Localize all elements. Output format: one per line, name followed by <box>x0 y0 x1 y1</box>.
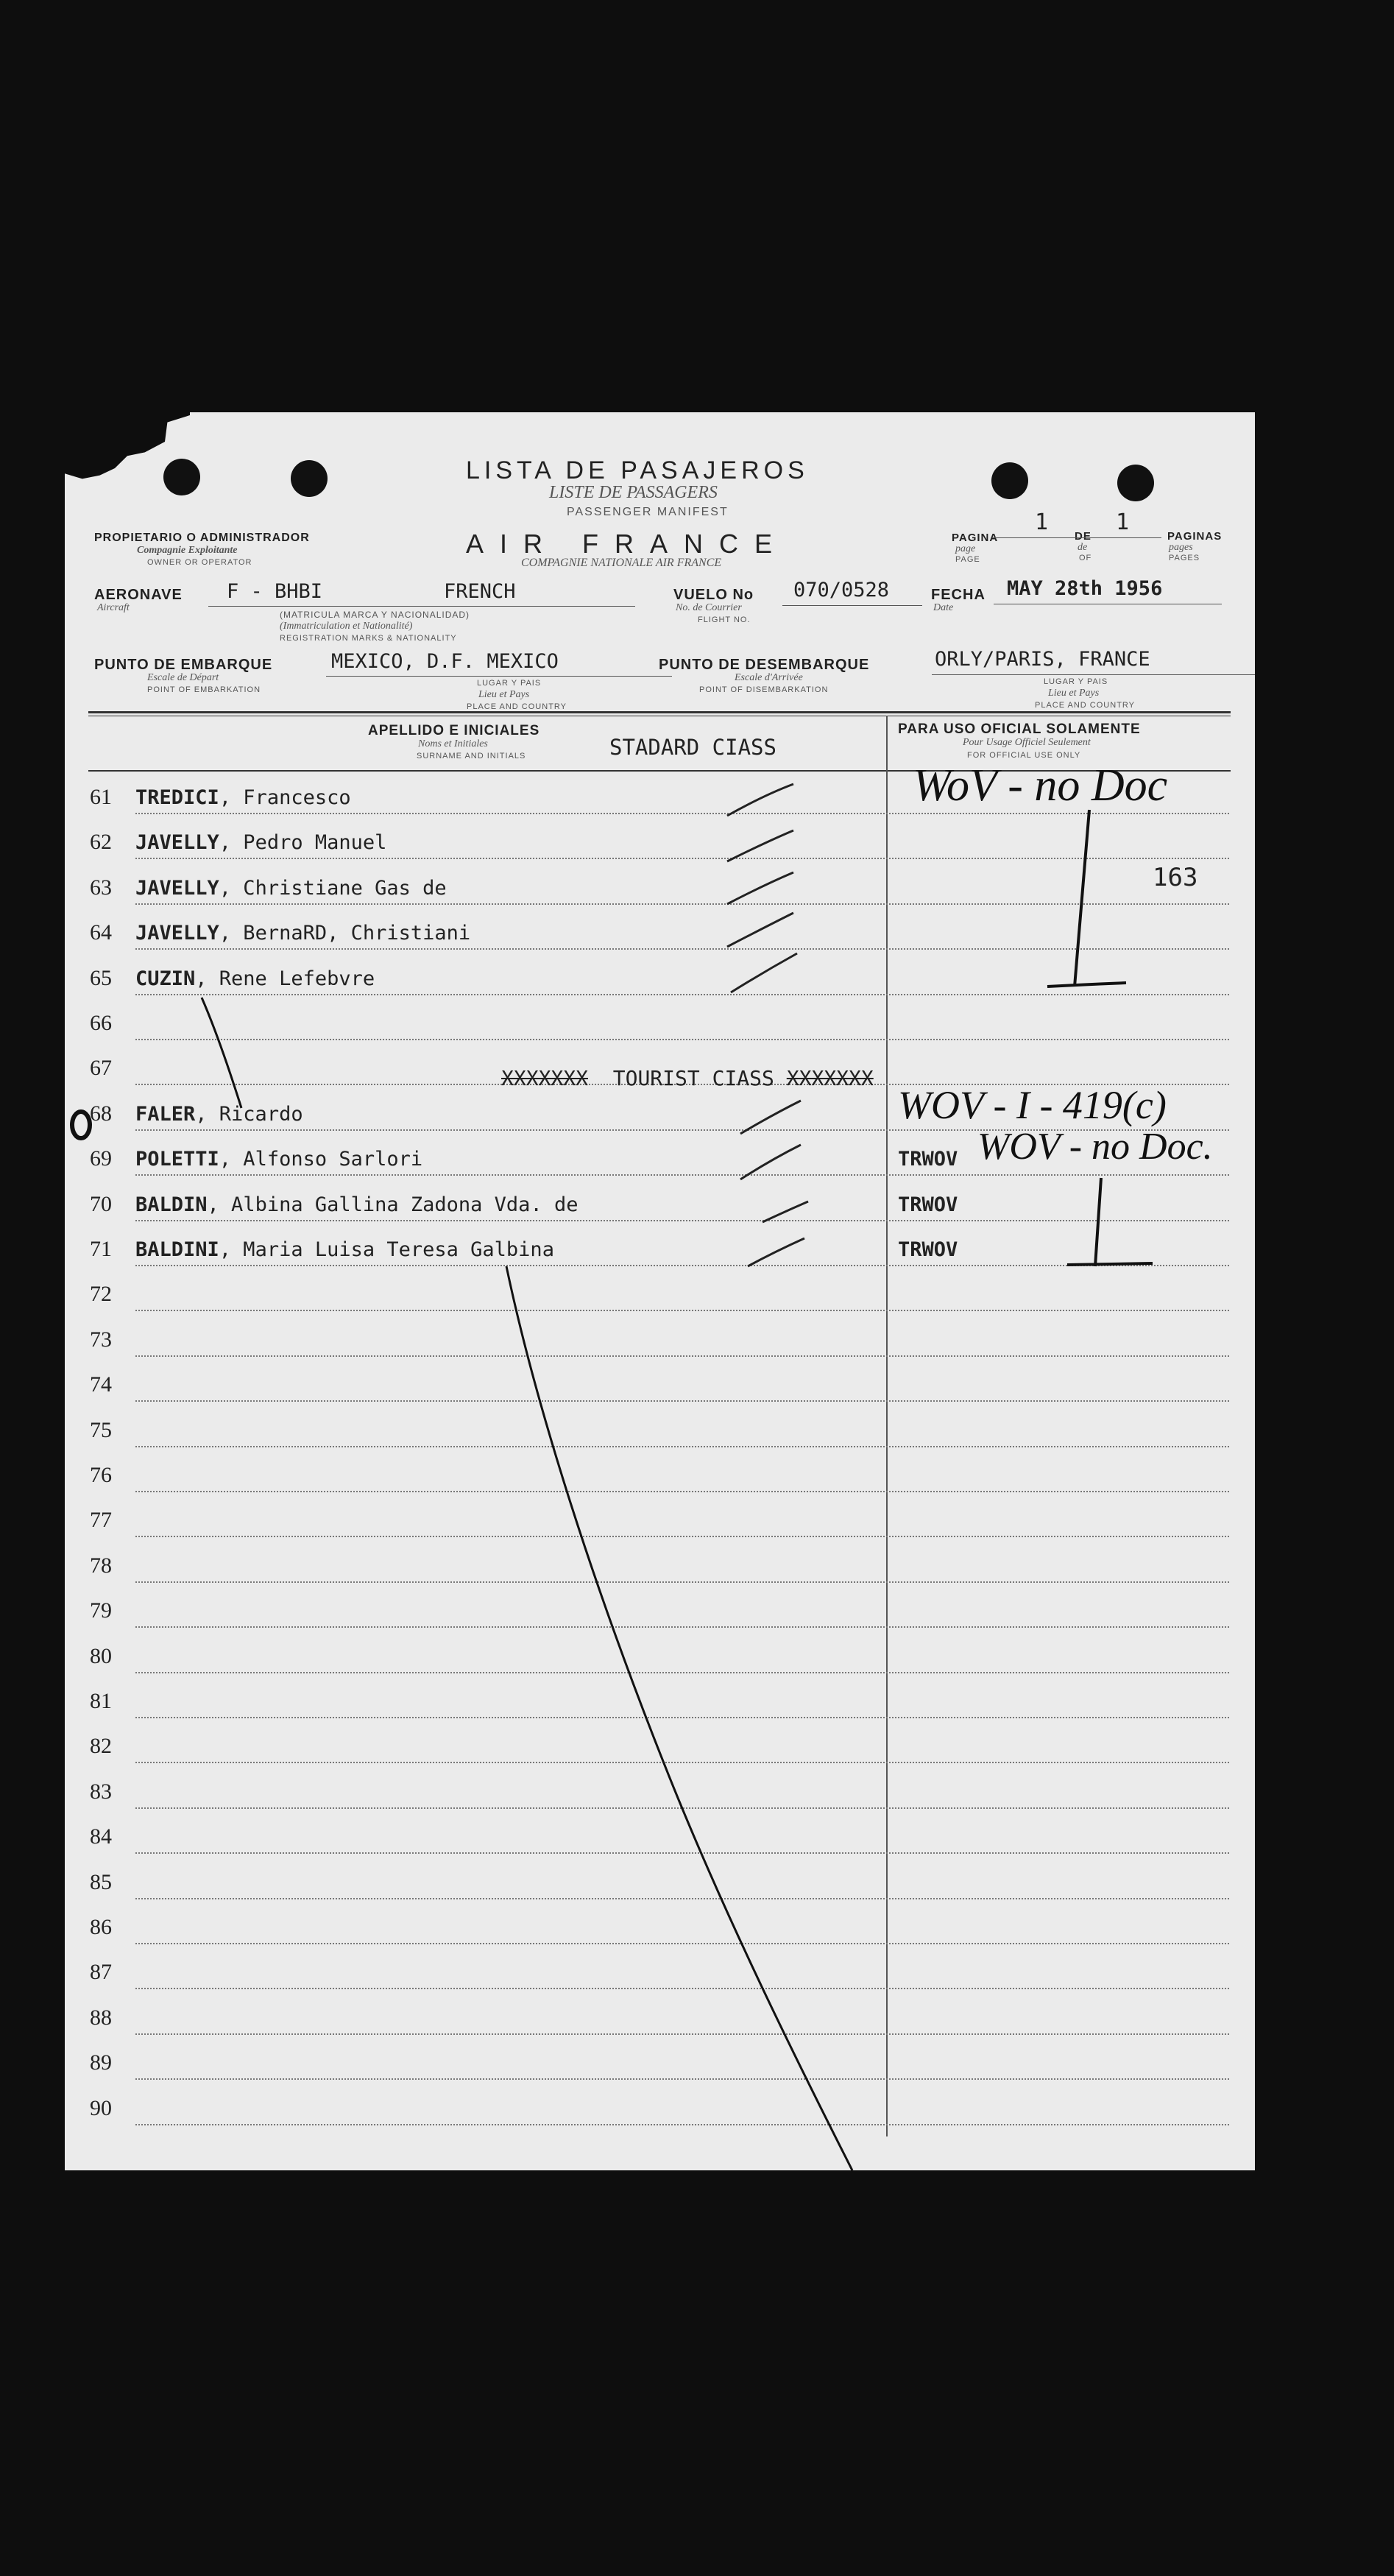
ditto-mark-1 <box>1047 810 1126 987</box>
airline-name: AIR FRANCE <box>466 529 789 559</box>
ditto-mark-2 <box>1067 1178 1153 1266</box>
embark-value: MEXICO, D.F. MEXICO <box>331 650 559 673</box>
circle-mark-68 <box>72 1112 90 1138</box>
registration-fr: (Immatriculation et Nationalité) <box>280 621 413 632</box>
pages-label: PAGINAS <box>1167 530 1223 543</box>
row-number: 86 <box>90 1915 112 1939</box>
tick-mark-69 <box>740 1145 801 1179</box>
flight-date: MAY 28th 1956 <box>1007 577 1163 600</box>
official-column-label-fr: Pour Usage Officiel Seulement <box>963 737 1091 748</box>
disembark-value: ORLY/PARIS, FRANCE <box>935 648 1150 671</box>
tourist-suffix: XXXXXXX <box>786 1066 874 1090</box>
handwritten-note-2: WOV - I - 419(c) <box>898 1083 1167 1127</box>
row-number: 84 <box>90 1824 112 1849</box>
punch-hole-4 <box>1117 465 1154 501</box>
passenger-surname: POLETTI <box>135 1148 219 1171</box>
punch-hole-1 <box>163 459 200 495</box>
row-number: 75 <box>90 1418 112 1442</box>
flight-label-en: FLIGHT NO. <box>698 615 751 624</box>
row-number: 80 <box>90 1644 112 1668</box>
embark-label: PUNTO DE EMBARQUE <box>94 657 273 673</box>
row-number: 77 <box>90 1508 112 1532</box>
official-column-label-en: FOR OFFICIAL USE ONLY <box>967 751 1081 760</box>
embark-label-en: POINT OF EMBARKATION <box>147 685 261 694</box>
row-number: 79 <box>90 1598 112 1623</box>
of-label: OF <box>1079 554 1092 562</box>
passenger-surname: JAVELLY <box>135 831 219 854</box>
row-number: 82 <box>90 1734 112 1758</box>
pen-marks <box>65 412 1255 2170</box>
flight-label-fr: No. de Courrier <box>676 602 742 613</box>
row-number: 89 <box>90 2050 112 2075</box>
row-number: 87 <box>90 1960 112 1984</box>
title-french: LISTE DE PASSAGERS <box>549 483 718 502</box>
tick-mark-63 <box>727 872 793 904</box>
passenger-given-names: , Ricardo <box>195 1103 303 1126</box>
official-note: TRWOV <box>898 1193 958 1216</box>
row-number: 61 <box>90 785 112 809</box>
connector-line <box>202 998 241 1108</box>
passenger-given-names: , Rene Lefebvre <box>195 967 375 990</box>
row-number: 71 <box>90 1237 112 1261</box>
date-label-fr: Date <box>933 602 954 613</box>
title-spanish: LISTA DE PASAJEROS <box>466 456 809 484</box>
tourist-prefix: XXXXXXX <box>501 1066 589 1090</box>
row-number: 88 <box>90 2005 112 2030</box>
disembark-label: PUNTO DE DESEMBARQUE <box>659 657 870 673</box>
tick-mark-70 <box>763 1201 808 1222</box>
handwritten-note-3: WOV - no Doc. <box>977 1126 1213 1168</box>
row-number: 72 <box>90 1282 112 1306</box>
pages-label-en: PAGES <box>1169 554 1200 562</box>
tick-mark-61 <box>727 784 793 816</box>
registration-es: (MATRICULA MARCA Y NACIONALIDAD) <box>280 610 470 620</box>
aircraft-registration: F - BHBI <box>227 580 323 603</box>
row-number: 76 <box>90 1463 112 1487</box>
row-number: 83 <box>90 1779 112 1804</box>
row-number: 69 <box>90 1146 112 1171</box>
aircraft-label-fr: Aircraft <box>97 602 130 613</box>
owner-label: PROPIETARIO O ADMINISTRADOR <box>94 532 310 544</box>
diagonal-strike-line <box>506 1266 852 2170</box>
flight-number: 070/0528 <box>793 579 890 601</box>
official-column-label: PARA USO OFICIAL SOLAMENTE <box>898 721 1141 737</box>
page-number: 1 <box>1035 509 1049 535</box>
row-number: 73 <box>90 1327 112 1352</box>
names-column-label-fr: Noms et Initiales <box>418 738 488 749</box>
class-label: STADARD CIASS <box>609 735 776 760</box>
disembark-place-fr: Lieu et Pays <box>1048 688 1100 699</box>
embark-place-fr: Lieu et Pays <box>478 689 530 700</box>
disembark-place-en: PLACE AND COUNTRY <box>1035 701 1135 710</box>
passenger-surname: BALDINI <box>135 1238 219 1261</box>
official-note: TRWOV <box>898 1238 958 1261</box>
disembark-place-es: LUGAR Y PAIS <box>1044 677 1108 686</box>
passenger-given-names: , Maria Luisa Teresa Galbina <box>219 1238 554 1261</box>
punch-hole-2 <box>291 460 328 497</box>
tick-mark-62 <box>727 830 793 861</box>
passenger-surname: FALER <box>135 1103 196 1126</box>
punch-hole-3 <box>991 462 1028 499</box>
title-english: PASSENGER MANIFEST <box>567 506 729 518</box>
page-label: PAGINA <box>952 532 999 544</box>
passenger-given-names: , BernaRD, Christiani <box>219 922 471 945</box>
tick-mark-68 <box>740 1101 801 1134</box>
aircraft-nationality: FRENCH <box>444 580 516 603</box>
page-label-fr: page <box>955 543 976 554</box>
row-number: 81 <box>90 1689 112 1713</box>
passenger-surname: CUZIN <box>135 967 196 990</box>
aircraft-label: AERONAVE <box>94 587 183 603</box>
manifest-page <box>65 412 1255 2170</box>
owner-label-fr: Compagnie Exploitante <box>137 545 238 556</box>
passenger-surname: JAVELLY <box>135 877 219 900</box>
airline-subtitle: COMPAGNIE NATIONALE AIR FRANCE <box>521 557 722 569</box>
embark-place-en: PLACE AND COUNTRY <box>467 702 567 711</box>
names-column-label-en: SURNAME AND INITIALS <box>417 752 526 761</box>
de-label-fr: de <box>1078 542 1088 553</box>
row-number: 74 <box>90 1372 112 1397</box>
passenger-given-names: , Christiane Gas de <box>219 877 447 900</box>
names-column-label: APELLIDO E INICIALES <box>368 723 540 738</box>
passenger-surname: TREDICI <box>135 786 219 809</box>
de-label: DE <box>1075 530 1092 543</box>
row-number: 78 <box>90 1553 112 1578</box>
embark-place-es: LUGAR Y PAIS <box>477 679 542 688</box>
page-label-en: PAGE <box>955 555 980 564</box>
tourist-label: TOURIST CIASS <box>612 1066 774 1090</box>
embark-label-fr: Escale de Départ <box>147 672 219 683</box>
disembark-label-fr: Escale d'Arrivée <box>735 672 803 683</box>
row-number: 90 <box>90 2096 112 2120</box>
row-number: 68 <box>90 1101 112 1126</box>
tick-mark-71 <box>748 1238 804 1266</box>
pages-label-fr: pages <box>1169 542 1193 553</box>
passenger-given-names: , Pedro Manuel <box>219 831 387 854</box>
row-number: 63 <box>90 875 112 900</box>
row-number: 64 <box>90 920 112 945</box>
disembark-label-en: POINT OF DISEMBARKATION <box>699 685 829 694</box>
passenger-surname: BALDIN <box>135 1193 208 1216</box>
row-number: 70 <box>90 1192 112 1216</box>
owner-label-en: OWNER OR OPERATOR <box>147 558 252 567</box>
passenger-given-names: , Albina Gallina Zadona Vda. de <box>207 1193 579 1216</box>
page-total: 1 <box>1116 509 1130 535</box>
row-number: 66 <box>90 1011 112 1035</box>
handwritten-note-1: WoV - no Doc <box>913 761 1168 811</box>
row-number: 67 <box>90 1056 112 1080</box>
passenger-given-names: , Francesco <box>219 786 351 809</box>
tick-mark-65 <box>731 953 797 992</box>
row-number: 62 <box>90 830 112 854</box>
tick-mark-64 <box>727 913 793 947</box>
passenger-given-names: , Alfonso Sarlori <box>219 1148 423 1171</box>
row-number: 85 <box>90 1870 112 1894</box>
official-note: TRWOV <box>898 1148 958 1171</box>
flight-label: VUELO No <box>673 587 754 603</box>
row-number: 65 <box>90 966 112 990</box>
passenger-surname: JAVELLY <box>135 922 219 945</box>
date-label: FECHA <box>931 587 986 603</box>
handwritten-count: 163 <box>1153 863 1198 892</box>
registration-en: REGISTRATION MARKS & NATIONALITY <box>280 634 457 643</box>
